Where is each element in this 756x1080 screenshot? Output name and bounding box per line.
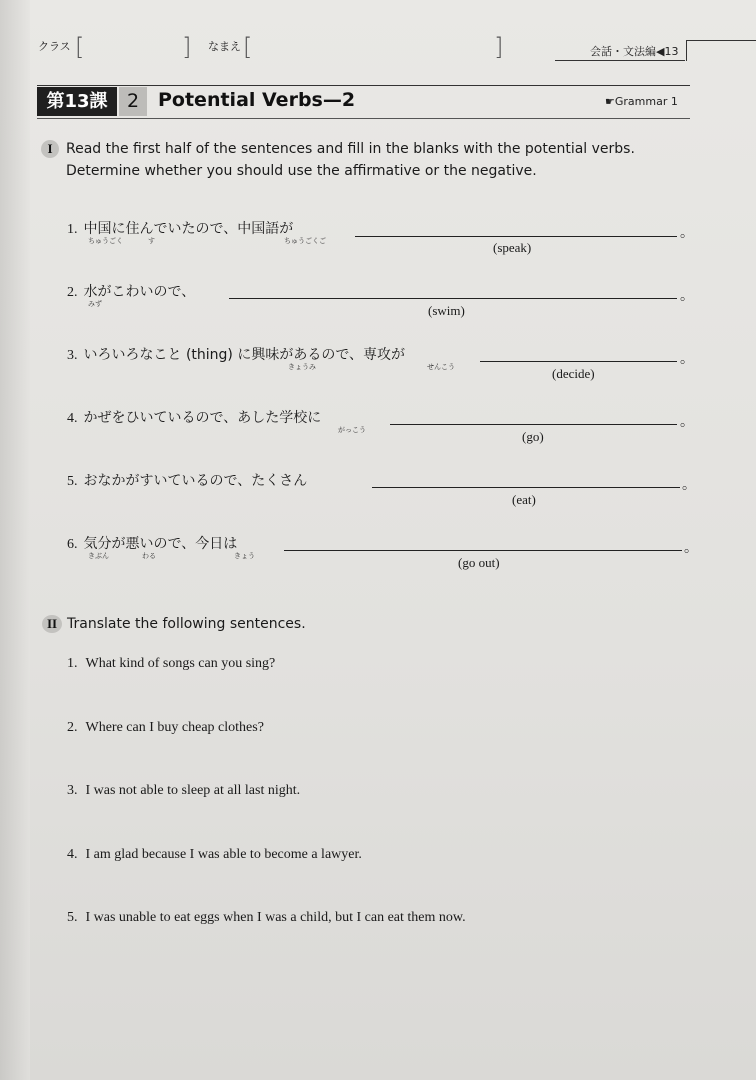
lesson-badge: 第13課: [37, 87, 117, 116]
furigana: みず: [88, 300, 102, 308]
verb-hint: (decide): [552, 366, 595, 381]
item-number: 6.: [67, 537, 78, 552]
item-sentence: What kind of songs can you sing?: [85, 656, 276, 671]
item-sentence: 中国に住んでいたので、中国語が: [83, 221, 294, 237]
item-sentence: いろいろなこと (thing) に興味があるので、専攻が: [83, 347, 406, 363]
furigana: きぶん: [88, 552, 109, 560]
furigana: せんこう: [427, 363, 455, 371]
page-edge-shadow: [0, 0, 30, 1080]
translation-item: [67, 720, 264, 736]
answer-area[interactable]: [67, 805, 687, 841]
header-rule: [555, 60, 685, 61]
section-2-instruction: Translate the following sentences.: [67, 616, 306, 632]
furigana: す: [148, 237, 155, 245]
sentence-period: 。: [684, 540, 698, 556]
sentence-period: 。: [680, 351, 694, 367]
exercise-item: [67, 281, 195, 301]
translation-item: [67, 656, 275, 672]
item-sentence: 気分が悪いので、今日は: [83, 536, 238, 552]
item-number: 5.: [67, 474, 78, 489]
section-1-instruction-line2: Determine whether you should use the affirmative or the negative.: [66, 163, 537, 179]
name-field[interactable]: [258, 36, 493, 64]
answer-area[interactable]: [67, 869, 687, 905]
furigana: がっこう: [338, 426, 366, 434]
section-1-instruction-line1: Read the first half of the sentences and fill in the blanks with the potential verbs.: [66, 141, 635, 157]
translation-item: [67, 847, 362, 863]
item-sentence: 水がこわいので、: [83, 284, 196, 300]
translation-item: [67, 783, 300, 799]
exercise-item: [67, 218, 293, 238]
grammar-reference: ☛Grammar 1: [605, 95, 678, 108]
section-1-badge: I: [41, 140, 59, 158]
furigana: きょう: [234, 552, 255, 560]
furigana: きょうみ: [288, 363, 316, 371]
sentence-period: 。: [680, 414, 694, 430]
item-number: 4.: [67, 847, 78, 862]
item-number: 1.: [67, 656, 78, 671]
exercise-item: [67, 470, 307, 490]
item-number: 3.: [67, 348, 78, 363]
item-number: 2.: [67, 720, 78, 735]
header-rule-vertical: [686, 40, 687, 61]
answer-blank[interactable]: [229, 298, 677, 299]
title-bottom-rule: [37, 118, 690, 119]
name-field-open-bracket: [: [243, 33, 253, 61]
item-sentence: おなかがすいているので、たくさん: [83, 473, 308, 489]
name-field-close-bracket: ]: [494, 33, 504, 61]
answer-blank[interactable]: [355, 236, 677, 237]
exercise-item: [67, 344, 405, 364]
furigana: わる: [142, 552, 156, 560]
item-number: 5.: [67, 910, 78, 925]
verb-hint: (swim): [428, 303, 465, 318]
answer-blank[interactable]: [284, 550, 682, 551]
page-title: Potential Verbs—2: [158, 89, 356, 111]
verb-hint: (go out): [458, 555, 500, 570]
answer-blank[interactable]: [372, 487, 680, 488]
class-label: クラス: [38, 40, 71, 53]
item-sentence: I am glad because I was able to become a lawyer.: [85, 847, 362, 862]
sentence-period: 。: [682, 477, 696, 493]
sentence-period: 。: [680, 225, 694, 241]
item-sentence: Where can I buy cheap clothes?: [85, 720, 264, 735]
answer-blank[interactable]: [390, 424, 677, 425]
header-rule-top: [686, 40, 756, 41]
translation-item: [67, 910, 466, 926]
verb-hint: (go): [522, 429, 544, 444]
answer-area[interactable]: [67, 742, 687, 778]
item-number: 4.: [67, 411, 78, 426]
exercise-number: 2: [119, 87, 147, 116]
sentence-period: 。: [680, 288, 694, 304]
item-sentence: かぜをひいているので、あした学校に: [83, 410, 322, 426]
name-label: なまえ: [208, 40, 241, 53]
verb-hint: (speak): [493, 240, 532, 255]
title-top-rule: [37, 85, 690, 86]
section-2-badge: II: [42, 615, 62, 633]
class-field-close-bracket: ]: [182, 33, 192, 61]
item-sentence: I was not able to sleep at all last night.: [85, 783, 301, 798]
item-number: 3.: [67, 783, 78, 798]
furigana: ちゅうごく: [88, 237, 123, 245]
answer-area[interactable]: [67, 678, 687, 714]
class-field[interactable]: [90, 36, 182, 64]
answer-area[interactable]: [67, 932, 687, 992]
exercise-item: [67, 407, 321, 427]
exercise-item: [67, 533, 237, 553]
page-reference: 会話・文法編◀13: [590, 45, 679, 58]
item-sentence: I was unable to eat eggs when I was a child, but I can eat them now.: [85, 910, 466, 925]
answer-blank[interactable]: [480, 361, 677, 362]
item-number: 1.: [67, 222, 78, 237]
class-field-open-bracket: [: [75, 33, 85, 61]
furigana: ちゅうごくご: [284, 237, 326, 245]
verb-hint: (eat): [512, 492, 536, 507]
item-number: 2.: [67, 285, 78, 300]
